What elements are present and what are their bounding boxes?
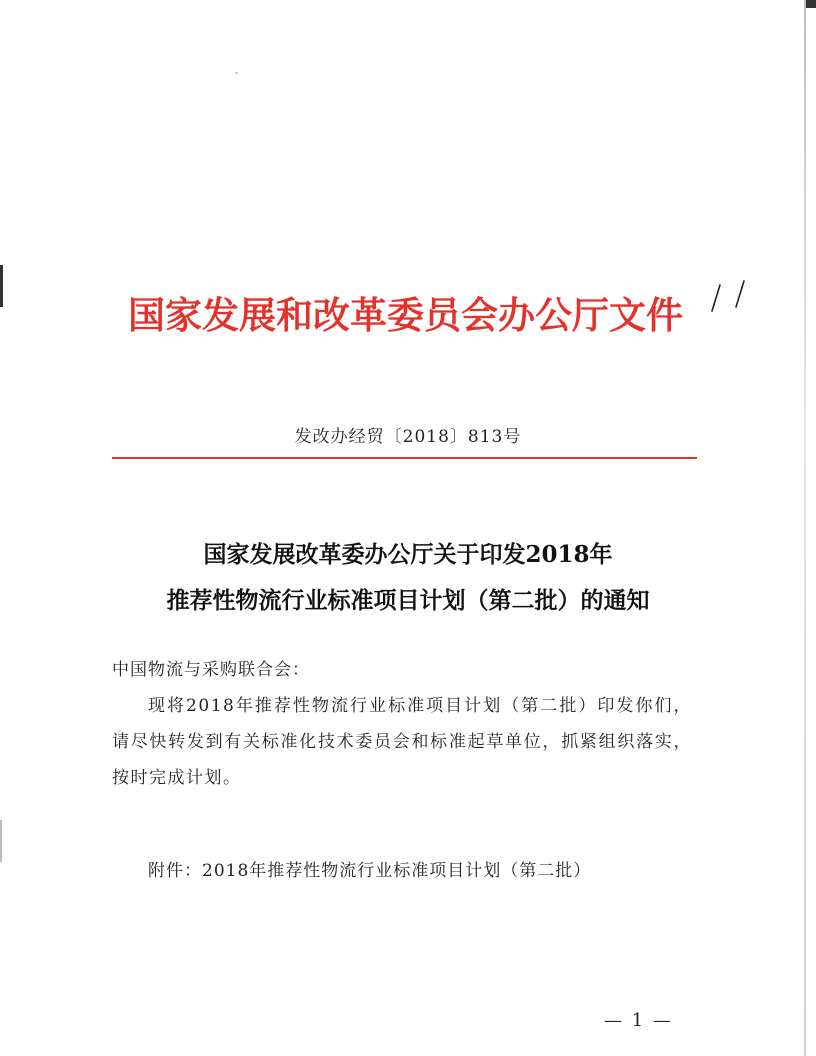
scan-edge-mark-left (0, 265, 3, 307)
scan-speck (235, 72, 238, 74)
scan-edge-mark (806, 0, 816, 8)
document-title-line-1: 国家发展改革委办公厅关于印发2018年 (203, 541, 613, 568)
document-title (0, 532, 816, 624)
red-divider-rule (112, 457, 697, 459)
document-title-line-2: 推荐性物流行业标准项目计划（第二批）的通知 (166, 587, 650, 614)
document-number: 发改办经贸〔2018〕813号 (294, 427, 522, 447)
document-header-title: 国家发展和改革委员会办公厅文件 (128, 293, 683, 337)
scan-edge-mark-left-lower (0, 820, 2, 862)
scan-edge-right (804, 0, 806, 1056)
salutation: 中国物流与采购联合会： (112, 660, 310, 680)
page-number: — 1 — (604, 1010, 673, 1031)
handwritten-annotation (706, 275, 752, 321)
body-paragraph: 现将2018年推荐性物流行业标准项目计划（第二批）印发你们，请尽快转发到有关标准化技术委员会和标准起草单位，抓紧组织落实，按时完成计划。 (112, 696, 692, 788)
attachment-note: 附件：2018年推荐性物流行业标准项目计划（第二批） (148, 861, 592, 881)
document-body (112, 652, 692, 796)
